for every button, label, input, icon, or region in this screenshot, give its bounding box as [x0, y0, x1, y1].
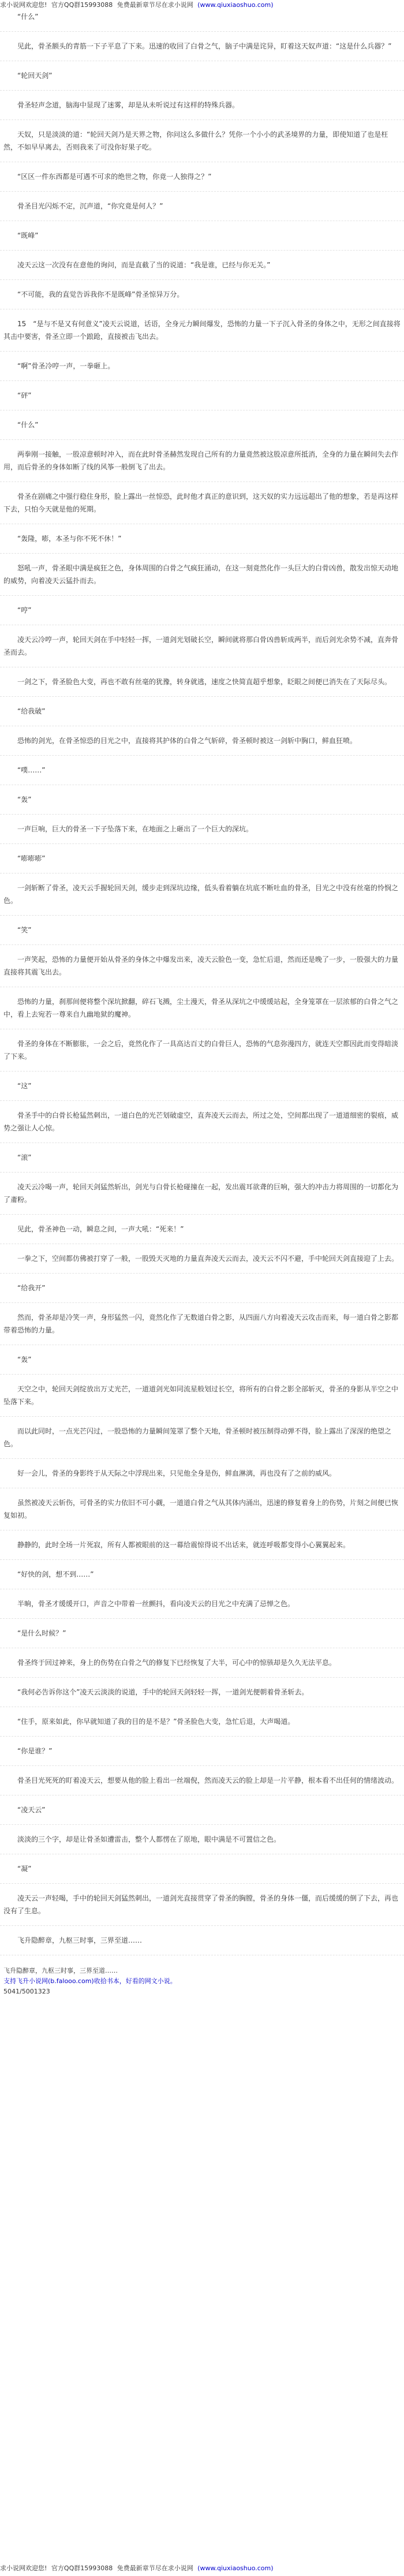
story-paragraph: “是什么时候？” — [0, 1627, 404, 1648]
site-link[interactable]: (www.qiuxiaoshuo.com) — [197, 2564, 274, 2572]
story-paragraph: 一声巨响，巨大的骨圣一下子坠落下来，在地面之上砸出了一个巨大的深坑。 — [0, 823, 404, 844]
story-paragraph: “给我开” — [0, 1282, 404, 1303]
story-paragraph: “你是谁？” — [0, 1745, 404, 1766]
story-paragraph: 骨圣轻声念道，脑海中显现了迷雾，却是从未听说过有这样的特殊兵器。 — [0, 99, 404, 120]
story-paragraph: “轰” — [0, 793, 404, 815]
story-paragraph: “给我破” — [0, 705, 404, 726]
slogan-text: 免费最新章节尽在求小说网 — [117, 1, 193, 9]
story-paragraph: 一剑斩断了骨圣，凌天云手握轮回天剑，缓步走到深坑边缘，低头看着躺在坑底不断吐血的骨圣，目光之中没有丝毫的怜悯之色。 — [0, 882, 404, 916]
story-paragraph: 好一会儿，骨圣的身影终于从天际之中浮现出来，只见他全身是伤，鲜血淋漓，再也没有了之前的威风。 — [0, 1467, 404, 1488]
story-paragraph: 然而，骨圣却是冷笑一声，身形猛然一闪，竟然化作了无数道白骨之影，从四面八方向着凌天云攻击而来，每一道白骨之影都带着恐怖的力量。 — [0, 1311, 404, 1345]
story-paragraph: 一剑之下，骨圣脸色大变，再也不敢有丝毫的犹豫，转身就逃，速度之快简直超乎想象，眨眼之间便已消失在了天际尽头。 — [0, 675, 404, 697]
story-paragraph: “哼” — [0, 604, 404, 625]
story-paragraph: 淡淡的三个字，却是让骨圣如遭雷击，整个人都愣在了原地，眼中满是不可置信之色。 — [0, 1833, 404, 1854]
qq-group-text: 官方QQ群15993088 — [51, 1, 113, 9]
story-paragraph: 凌天云一声轻喝，手中的轮回天剑猛然刺出，一道剑光直接贯穿了骨圣的胸膛，骨圣的身体一僵，而后缓缓的倒了下去，再也没有了生息。 — [0, 1892, 404, 1926]
top-banner — [0, 0, 404, 10]
story-paragraph: “区区一件东西都是可遇不可求的绝世之物，你竟一人独得之？” — [0, 170, 404, 192]
story-paragraph: 恐怖的力量，刹那间便将整个深坑掀翻，碎石飞溅，尘土漫天，骨圣从深坑之中缓缓站起，全身笼罩在一层浓郁的白骨之气之中，看上去宛若一尊来自九幽地狱的魔神。 — [0, 995, 404, 1029]
story-paragraph: 见此，骨圣额头的青筋一下子平息了下来。迅速的收回了白骨之气，脑子中满是诧异，盯着这天奴声道：“这是什么兵器？” — [0, 40, 404, 61]
story-paragraph: 骨圣目光闪烁不定，沉声道，“你究竟是何人？” — [0, 200, 404, 221]
footer-title: 飞升隐醉章，九枢三时事，三界至道…… — [3, 1967, 118, 1974]
story-paragraph: “既峰” — [0, 229, 404, 251]
story-paragraph: 骨圣手中的白骨长枪猛然刺出，一道白色的光芒划破虚空，直奔凌天云而去，所过之处，空间都出现了一道道细密的裂痕，威势之强让人心惊。 — [0, 1109, 404, 1143]
story-paragraph: 飞升隐醉章，九枢三时事，三界至道…… — [0, 1934, 404, 1955]
story-paragraph: 虽然被凌天云斩伤，可骨圣的实力依旧不可小觑，一道道白骨之气从其体内涌出，迅速的修复着身上的伤势，片刻之间便已恢复如初。 — [0, 1496, 404, 1530]
welcome-text: 求小说网欢迎您! — [0, 2564, 47, 2572]
story-paragraph: “轰隆，嘭，本圣与你不死不休！” — [0, 532, 404, 554]
qq-group-text: 官方QQ群15993088 — [51, 2564, 113, 2572]
story-paragraph: 而以此同时，一点光芒闪过，一股恐怖的力量瞬间笼罩了整个天地，骨圣顿时被压制得动弹不得，脸上露出了深深的绝望之色。 — [0, 1425, 404, 1459]
story-paragraph: “轮回天剑” — [0, 69, 404, 91]
story-paragraph: “啊”骨圣冷哼一声，一拳砸上。 — [0, 360, 404, 381]
story-paragraph: 天奴，只是淡淡的道：“轮回天剑乃是天界之物，你问这么多做什么？凭你一个小小的武圣境界的力量，即使知道了也是枉然，不如早早离去，否则我来了可没你好果子吃。 — [0, 128, 404, 162]
story-paragraph: 见此，骨圣神色一动，瞬息之间，一声大吼：“死来！” — [0, 1223, 404, 1244]
story-paragraph: “笑” — [0, 924, 404, 945]
story-paragraph: 一声笑起，恐怖的力量便开始从骨圣的身体之中爆发出来，凌天云脸色一变，急忙后退，然而还是晚了一步，一股强大的力量直接将其震飞出去。 — [0, 953, 404, 987]
site-link[interactable]: (www.qiuxiaoshuo.com) — [197, 1, 274, 9]
story-paragraph: “什么” — [0, 419, 404, 440]
chapter-footer — [0, 1963, 404, 1999]
story-paragraph: 一拳之下，空间都仿佛被打穿了一般，一股毁天灭地的力量直奔凌天云而去，凌天云不闪不避，手中轮回天剑直接迎了上去。 — [0, 1252, 404, 1274]
footer-promo-link[interactable]: 支持飞升小说网(b.falooo.com)收拾书本，好看的网文小说。 — [3, 1977, 177, 1985]
story-paragraph: 骨圣目光死死的盯着凌天云，想要从他的脸上看出一丝端倪，然而凌天云的脸上却是一片平静，根本看不出任何的情绪波动。 — [0, 1774, 404, 1795]
story-paragraph: “噗……” — [0, 764, 404, 785]
story-paragraph: 天空之中，轮回天剑绽放出万丈光芒，一道道剑光如同流星般划过长空，将所有的白骨之影全部斩灭，骨圣的身影从半空之中坠落下来。 — [0, 1383, 404, 1417]
bottom-banner — [0, 2563, 404, 2574]
footer-code: 5041/5001323 — [3, 1988, 50, 1995]
slogan-text: 免费最新章节尽在求小说网 — [117, 2564, 193, 2572]
story-paragraph: “轰” — [0, 1353, 404, 1375]
story-paragraph: 骨圣的身体在不断膨胀，一会之后，竟然化作了一具高达百丈的白骨巨人，恐怖的气息弥漫四方，就连天空都因此而变得暗淡了下来。 — [0, 1037, 404, 1072]
story-paragraph: 两拳刚一接触，一股凉意顿时冲入，而在此时骨圣赫然发现自己所有的力量竟然被这股凉意所抵消，全身的力量在瞬间失去作用，而后骨圣的身体如断了线的风筝一般倒飞了出去。 — [0, 448, 404, 482]
story-paragraph: 凌天云这一次没有在意他的询问，而是直截了当的说道：“我是谁，已经与你无关。” — [0, 259, 404, 280]
story-paragraph: 骨圣在剧痛之中强行稳住身形，脸上露出一丝惊恐，此时他才真正的意识到，这天奴的实力远远超出了他的想象，若是再这样下去，只怕今天就是他的死期。 — [0, 490, 404, 524]
story-paragraph: “好快的剑，想不到……” — [0, 1568, 404, 1589]
story-paragraph: 静静的，此时全场一片死寂，所有人都被眼前的这一幕给震惊得说不出话来，就连呼吸都变得小心翼翼起来。 — [0, 1539, 404, 1560]
story-paragraph: “这” — [0, 1080, 404, 1101]
chapter-content — [0, 10, 404, 2562]
welcome-text: 求小说网欢迎您! — [0, 1, 47, 9]
story-paragraph: “滚” — [0, 1151, 404, 1173]
story-paragraph: 凌天云冷喝一声，轮回天剑猛然斩出，剑光与白骨长枪碰撞在一起，发出震耳欲聋的巨响，强大的冲击力将周围的一切都化为了齑粉。 — [0, 1181, 404, 1215]
story-paragraph: “住手，原来如此，你早就知道了我的目的是不是？”骨圣脸色大变，急忙后退，大声喝道。 — [0, 1715, 404, 1737]
story-paragraph: “我何必告诉你这个”凌天云淡淡的说道，手中的轮回天剑轻轻一挥，一道剑光便朝着骨圣斩去。 — [0, 1686, 404, 1707]
story-paragraph: 骨圣终于回过神来，身上的伤势在白骨之气的修复下已经恢复了大半，可心中的惊骇却是久久无法平息。 — [0, 1656, 404, 1678]
story-paragraph: 凌天云冷哼一声，轮回天剑在手中轻轻一挥，一道剑光划破长空，瞬间就将那白骨凶兽斩成两半，而后剑光余势不减，直奔骨圣而去。 — [0, 633, 404, 667]
story-paragraph: 半晌，骨圣才缓缓开口，声音之中带着一丝颤抖，看向凌天云的目光之中充满了忌惮之色。 — [0, 1597, 404, 1619]
story-paragraph: 恐怖的剑光，在骨圣惊恐的目光之中，直接将其护体的白骨之气斩碎，骨圣顿时被这一剑斩中胸口，鲜血狂喷。 — [0, 734, 404, 756]
story-paragraph: 15 “是与不是又有何意义”凌天云说道，话语，全身元力瞬间爆发，恐怖的力量一下子沉入骨圣的身体之中，无形之间直接将其击中要害，骨圣立即一个踉跄，直接被击飞出去。 — [0, 318, 404, 352]
story-paragraph: “什么” — [0, 10, 404, 32]
story-paragraph: 怒吼一声，骨圣眼中满是疯狂之色，身体周围的白骨之气疯狂涌动，在这一刻竟然化作一头巨大的白骨凶兽，散发出惊天动地的威势，向着凌天云猛扑而去。 — [0, 562, 404, 596]
story-paragraph: “凌天云” — [0, 1804, 404, 1825]
story-paragraph: “嘭嘭嘭” — [0, 852, 404, 873]
story-paragraph: “凝” — [0, 1862, 404, 1884]
story-paragraph: “不可能，我的直觉告诉我你不是既峰”骨圣惊异万分。 — [0, 288, 404, 309]
story-paragraph: “砰” — [0, 389, 404, 410]
